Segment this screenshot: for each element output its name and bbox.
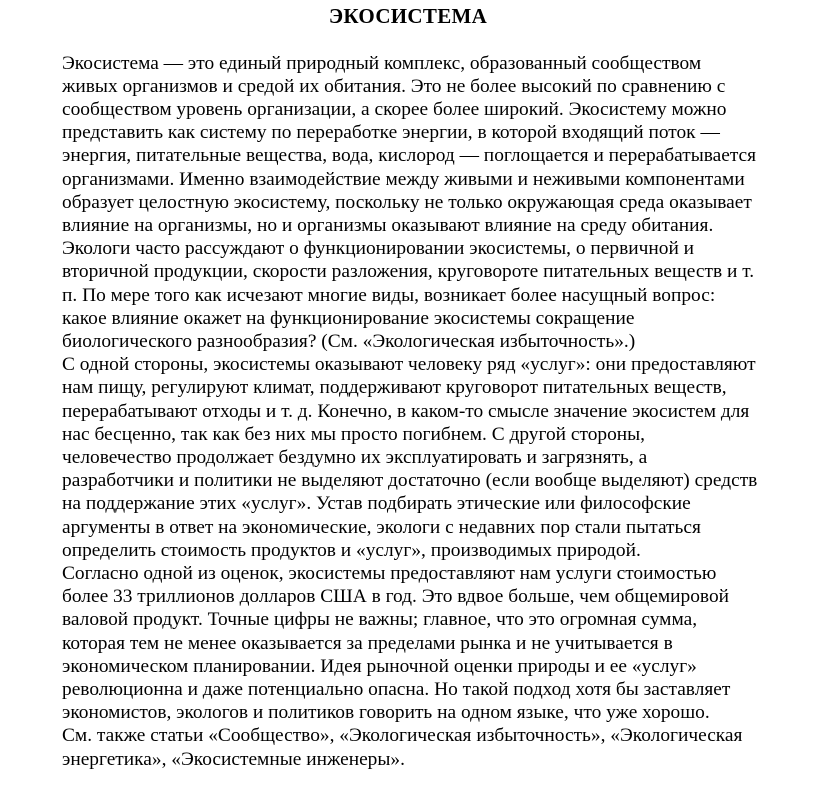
text-line: вторичной продукции, скорости разложения, круговороте питательных веществ и т. xyxy=(62,261,755,282)
text-line: См. также статьи «Сообщество», «Экологическая избыточность», «Экологическая xyxy=(62,725,743,746)
text-line: влияние на организмы, но и организмы оказывают влияние на среду обитания. xyxy=(62,215,714,236)
text-line: революционна и даже потенциально опасна. Но такой подход хотя бы заставляет xyxy=(62,679,731,700)
text-line: на поддержание этих «услуг». Устав подбирать этические или философские xyxy=(62,493,691,514)
text-line: живых организмов и средой их обитания. Это не более высокий по сравнению с xyxy=(62,76,726,97)
text-line: человечество продолжает бездумно их эксплуатировать и загрязнять, а xyxy=(62,447,648,468)
text-line: перерабатывают отходы и т. д. Конечно, в каком-то смысле значение экосистем для xyxy=(62,401,750,422)
text-line: определить стоимость продуктов и «услуг», производимых природой. xyxy=(62,540,641,561)
text-line: представить как систему по переработке энергии, в которой входящий поток — xyxy=(62,122,720,143)
text-line: разработчики и политики не выделяют достаточно (если вообще выделяют) средств xyxy=(62,470,758,491)
text-line: нас бесценно, так как без них мы просто погибнем. С другой стороны, xyxy=(62,424,646,445)
text-line: валовой продукт. Точные цифры не важны; главное, что это огромная сумма, xyxy=(62,609,698,630)
text-line: нам пищу, регулируют климат, поддерживают круговорот питательных веществ, xyxy=(62,377,727,398)
text-line: Экосистема — это единый природный комплекс, образованный сообществом xyxy=(62,53,702,74)
text-line: биологического разнообразия? (См. «Экологическая избыточность».) xyxy=(62,331,636,352)
text-line: энергетика», «Экосистемные инженеры». xyxy=(62,749,405,770)
document-title: ЭКОСИСТЕМА xyxy=(328,4,488,28)
text-line: экономическом планировании. Идея рыночной оценки природы и ее «услуг» xyxy=(62,656,697,677)
text-line: которая тем не менее оказывается за пределами рынка и не учитывается в xyxy=(62,633,673,654)
text-line: Согласно одной из оценок, экосистемы предоставляют нам услуги стоимостью xyxy=(62,563,717,584)
text-line: какое влияние окажет на функционирование экосистемы сокращение xyxy=(62,308,635,329)
text-line: Экологи часто рассуждают о функционировании экосистемы, о первичной и xyxy=(62,238,695,259)
text-line: сообществом уровень организации, а скорее более широкий. Экосистему можно xyxy=(62,99,727,120)
text-line: аргументы в ответ на экономические, экологи с недавних пор стали пытаться xyxy=(62,517,701,538)
text-line: более 33 триллионов долларов США в год. Это вдвое больше, чем общемировой xyxy=(62,586,730,607)
text-line: энергия, питательные вещества, вода, кислород — поглощается и перерабатывается xyxy=(62,145,757,166)
text-line: С одной стороны, экосистемы оказывают человеку ряд «услуг»: они предоставляют xyxy=(62,354,756,375)
text-line: экономистов, экологов и политиков говорить на одном языке, что уже хорошо. xyxy=(62,702,710,723)
text-line: образует целостную экосистему, поскольку не только окружающая среда оказывает xyxy=(62,192,752,213)
text-line: п. По мере того как исчезают многие виды, возникает более насущный вопрос: xyxy=(62,285,716,306)
text-line: организмами. Именно взаимодействие между живыми и неживыми компонентами xyxy=(62,169,745,190)
